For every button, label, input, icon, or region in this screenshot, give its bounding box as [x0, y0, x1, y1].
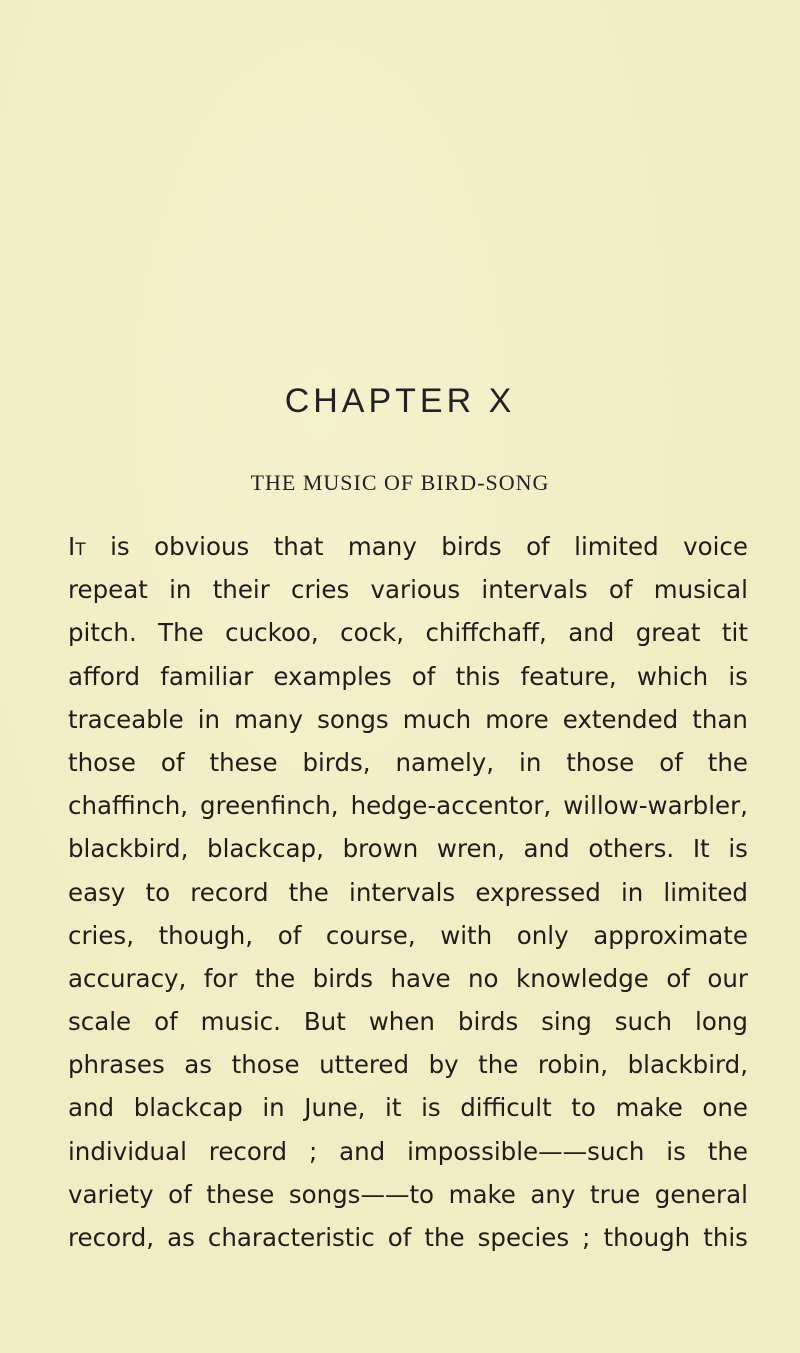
text-line: phrases as those uttered by the robin, blackbird,: [68, 1050, 748, 1080]
text-line: and blackcap in June, it is difficult to make one: [68, 1093, 748, 1123]
text-line: afford familiar examples of this feature, which is: [68, 661, 748, 691]
text-line: traceable in many songs much more extended than: [68, 704, 748, 734]
chapter-heading: CHAPTER X: [284, 382, 516, 420]
text-line: those of these birds, namely, in those of the: [68, 747, 748, 777]
text-line: record, as characteristic of the species ; though this: [68, 1223, 748, 1252]
text-line: easy to record the intervals expressed in limited: [68, 877, 748, 907]
text-line: accuracy, for the birds have no knowledge of our: [68, 963, 748, 993]
chapter-title: THE MUSIC OF BIRD-SONG: [250, 470, 550, 495]
text-line: It is obvious that many birds of limited voice: [68, 532, 748, 561]
text-line: individual record ; and impossible——such is the: [68, 1136, 748, 1166]
body-text: [68, 525, 748, 1259]
text-line: repeat in their cries various intervals of musical: [68, 575, 748, 605]
text-line: chaffinch, greenfinch, hedge-accentor, willow-warbler,: [68, 791, 748, 821]
text-line: scale of music. But when birds sing such long: [68, 1007, 748, 1037]
text-line: variety of these songs——to make any true general: [68, 1179, 748, 1209]
text-line: cries, though, of course, with only approximate: [68, 920, 748, 950]
text-line: pitch. The cuckoo, cock, chiffchaff, and great tit: [68, 618, 748, 648]
text-line: blackbird, blackcap, brown wren, and others. It is: [68, 834, 748, 864]
